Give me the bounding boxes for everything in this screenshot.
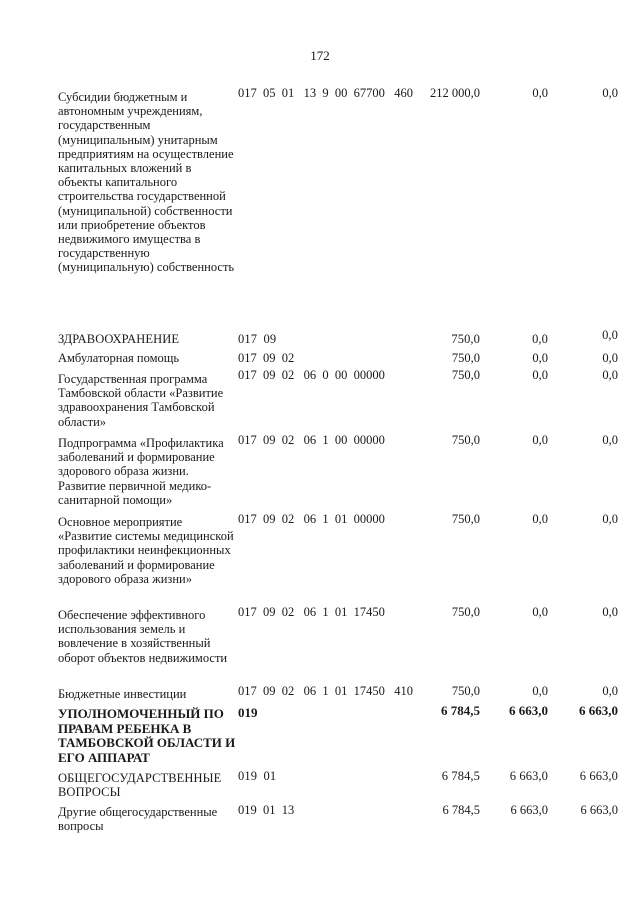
row-value-1: 212 000,0 xyxy=(430,86,480,100)
row-name: Обеспечение эффективного использования земель и вовлечение в хозяйственный оборот объектов недвижимости xyxy=(58,608,228,665)
row-value-1: 6 784,5 xyxy=(441,703,480,718)
row-code: 017 09 02 xyxy=(238,351,295,365)
row-value-3: 0,0 xyxy=(602,86,618,100)
row-value-3: 0,0 xyxy=(602,351,618,365)
row-value-2: 6 663,0 xyxy=(509,769,548,783)
row-value-2: 0,0 xyxy=(532,332,548,346)
row-name: Подпрограмма «Профилактика заболеваний и формирование здорового образа жизни. Развитие первичной медико-санитарной помощи» xyxy=(58,436,224,507)
row-value-3: 6 663,0 xyxy=(579,769,618,783)
row-value-1: 750,0 xyxy=(451,368,480,382)
row-name: ОБЩЕГОСУДАРСТВЕННЫЕ ВОПРОСЫ xyxy=(58,771,222,800)
row-value-1: 750,0 xyxy=(451,605,480,619)
row-code: 017 09 02 06 1 01 00000 xyxy=(238,512,385,526)
row-value-2: 0,0 xyxy=(532,86,548,100)
row-value-2: 0,0 xyxy=(532,605,548,619)
row-name: Бюджетные инвестиции xyxy=(58,687,187,701)
row-code: 019 01 xyxy=(238,769,277,783)
page-number: 172 xyxy=(310,48,330,63)
row-value-1: 750,0 xyxy=(451,684,480,698)
row-value-2: 0,0 xyxy=(532,684,548,698)
row-value-1: 750,0 xyxy=(451,351,480,365)
row-value-2: 0,0 xyxy=(532,351,548,365)
row-value-2: 0,0 xyxy=(532,433,548,447)
row-name: Субсидии бюджетным и автономным учреждениям, государственным (муниципальным) унитарным предприятиям на осуществление капитальных вложений в объекты капитального строительства государственной (муниципальной) собственности или приобретение объектов недвижимого имущества в государственную (муниципальную) собственность xyxy=(58,90,235,275)
row-value-2: 6 663,0 xyxy=(509,703,548,718)
row-value-1: 750,0 xyxy=(451,512,480,526)
row-name: Другие общегосударственные вопросы xyxy=(58,805,218,834)
row-name: Государственная программа Тамбовской области «Развитие здравоохранения Тамбовской области» xyxy=(58,372,224,429)
row-value-2: 6 663,0 xyxy=(510,803,548,817)
row-value-3: 0,0 xyxy=(602,368,618,382)
row-value-3: 0,0 xyxy=(602,433,618,447)
row-value-1: 6 784,5 xyxy=(441,769,480,783)
row-value-3: 0,0 xyxy=(602,605,618,619)
row-code: 017 09 02 06 1 00 00000 xyxy=(238,433,385,447)
row-value-2: 0,0 xyxy=(532,512,548,526)
row-value-3: 0,0 xyxy=(602,512,618,526)
row-value-3: 0,0 xyxy=(602,684,618,698)
row-name: ЗДРАВООХРАНЕНИЕ xyxy=(58,332,180,346)
row-code: 017 09 02 06 0 00 00000 xyxy=(238,368,385,382)
row-code: 017 09 02 06 1 01 17450 xyxy=(238,605,385,619)
row-name: Амбулаторная помощь xyxy=(58,351,180,365)
row-code: 017 09 02 06 1 01 17450 410 xyxy=(238,684,413,698)
row-name: Основное мероприятие «Развитие системы медицинской профилактики неинфекционных заболеваний и формирование здорового образа жизни» xyxy=(58,515,234,586)
row-code: 019 xyxy=(238,705,258,720)
row-name: УПОЛНОМОЧЕННЫЙ ПО ПРАВАМ РЕБЕНКА В ТАМБОВСКОЙ ОБЛАСТИ И ЕГО АППАРАТ xyxy=(58,706,236,765)
row-value-1: 750,0 xyxy=(451,433,480,447)
row-value-3: 0,0 xyxy=(602,328,618,342)
row-value-1: 750,0 xyxy=(451,332,480,346)
row-code: 017 05 01 13 9 00 67700 460 xyxy=(238,86,413,100)
row-value-2: 0,0 xyxy=(532,368,548,382)
row-value-3: 6 663,0 xyxy=(579,703,618,718)
row-code: 019 01 13 xyxy=(238,803,295,817)
row-value-1: 6 784,5 xyxy=(442,803,480,817)
row-value-3: 6 663,0 xyxy=(580,803,618,817)
row-code: 017 09 xyxy=(238,332,277,346)
